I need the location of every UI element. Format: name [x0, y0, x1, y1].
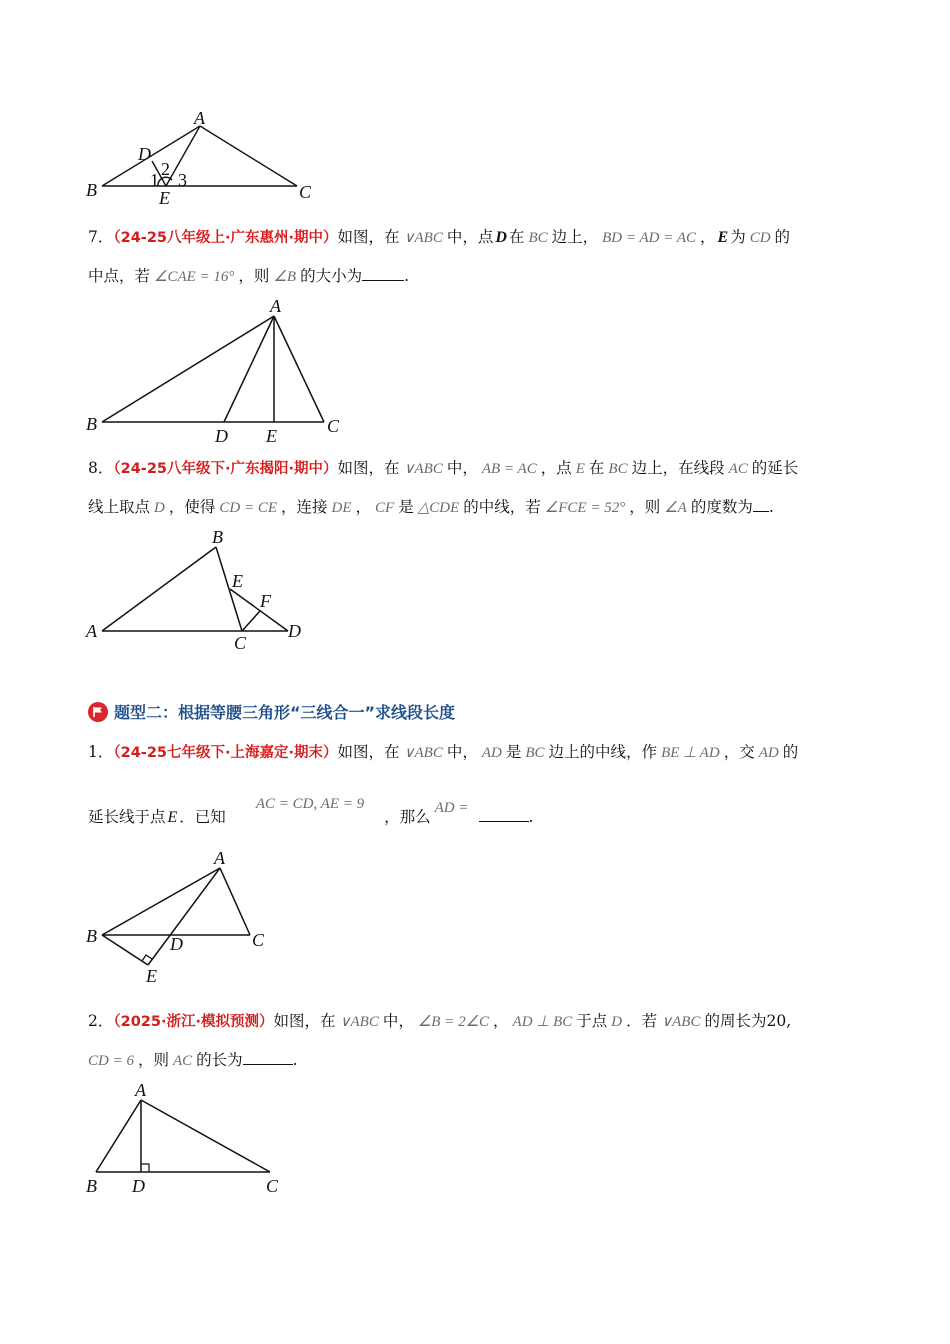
text: 的 — [782, 743, 799, 761]
text: ．若 — [626, 1012, 658, 1030]
label-c: C — [327, 416, 340, 436]
label-b: B — [86, 414, 97, 434]
answer-blank[interactable] — [479, 807, 529, 822]
math: AB = AC — [481, 461, 537, 477]
answer-blank[interactable] — [243, 1050, 293, 1065]
label-c: C — [299, 182, 312, 202]
question-source: （24-25八年级上·广东惠州·期中） — [113, 230, 338, 246]
text: 的 — [774, 228, 791, 246]
figure-q7-svg — [80, 292, 360, 452]
text: 如图，在 — [337, 743, 400, 761]
text: 的周长为20, — [704, 1012, 792, 1030]
math: CD = CE — [219, 500, 278, 516]
segment-ac — [274, 316, 324, 422]
label-e: E — [146, 966, 157, 986]
section-question-2 — [88, 1002, 868, 1080]
text: ，则 — [137, 1051, 169, 1069]
math: E — [167, 809, 178, 826]
question-number: 8． — [88, 459, 114, 477]
label-a: A — [270, 296, 281, 316]
math: ∨ABC — [403, 745, 443, 761]
label-angle-3: 3 — [178, 170, 187, 190]
text: ， — [700, 228, 716, 246]
right-angle-mark — [141, 1164, 149, 1172]
text: 线上取点 — [88, 498, 151, 516]
segment-ab — [102, 547, 216, 631]
label-d: D — [288, 621, 301, 641]
text: 为 — [730, 228, 746, 246]
segment-ba — [96, 1100, 141, 1172]
math: CF — [375, 500, 395, 516]
math: AC = CD, AE = 9 — [255, 796, 365, 812]
math: BE ⊥ AD — [661, 745, 720, 761]
text: 延长线于点 — [88, 808, 166, 826]
math: AD ⊥ BC — [512, 1014, 573, 1030]
text: 中， — [446, 743, 478, 761]
math: CD = 6 — [88, 1053, 134, 1069]
math: E — [717, 229, 729, 246]
math: CD — [749, 230, 771, 246]
text: 是 — [505, 743, 522, 761]
label-b: B — [86, 180, 97, 200]
figure-section-q1 — [80, 846, 280, 986]
text: ，使得 — [168, 498, 216, 516]
question-number: 2． — [88, 1012, 114, 1030]
label-angle-1: 1 — [150, 170, 159, 190]
label-d: D — [215, 426, 228, 446]
math: BC — [608, 461, 628, 477]
math: ∠CAE = 16° — [154, 269, 235, 285]
question-number: 1． — [88, 743, 114, 761]
question-source: （24-25八年级下·广东揭阳·期中） — [113, 461, 338, 477]
figure-section-q2 — [80, 1078, 310, 1198]
text: 的度数为 — [690, 498, 753, 516]
segment-ae — [148, 868, 220, 965]
text: 是 — [398, 498, 414, 516]
segment-ba — [102, 868, 220, 935]
math: BC — [528, 230, 548, 246]
figure-triangle-angles-123 — [80, 110, 340, 210]
math: ∠B — [273, 269, 297, 285]
text: ．已知 — [179, 808, 226, 826]
text: 在 — [508, 228, 525, 246]
text: 边上， — [551, 228, 599, 246]
segment-cf — [242, 611, 260, 631]
text: 中， — [446, 459, 478, 477]
right-angle-mark — [142, 955, 152, 961]
label-d: D — [132, 1176, 145, 1196]
section-question-1-line-2 — [88, 798, 868, 837]
segment-ac — [220, 868, 250, 935]
label-f: F — [260, 591, 271, 611]
question-source: （2025·浙江·模拟预测） — [113, 1014, 274, 1030]
text: 边上，在线段 — [631, 459, 725, 477]
section-title: 题型二：根据等腰三角形“三线合一”求线段长度 — [114, 703, 456, 722]
text: 中， — [382, 1012, 414, 1030]
math: AD — [758, 745, 779, 761]
question-7 — [88, 218, 868, 296]
label-c: C — [266, 1176, 279, 1196]
math: BC — [525, 745, 545, 761]
text: 边上的中线，作 — [548, 743, 658, 761]
question-8 — [88, 449, 868, 527]
text: 中，点 — [446, 228, 494, 246]
figure-q8-svg — [80, 525, 320, 655]
label-d: D — [170, 934, 183, 954]
label-b: B — [86, 926, 97, 946]
text: . — [528, 808, 534, 826]
math: ∠A — [664, 500, 687, 516]
label-d: D — [138, 144, 151, 164]
figure-q8 — [80, 525, 320, 655]
text: 的延长 — [751, 459, 799, 477]
math: D — [611, 1014, 623, 1030]
math: D — [154, 500, 165, 516]
label-a: A — [214, 848, 225, 868]
text: 于点 — [576, 1012, 608, 1030]
text: 如图，在 — [337, 228, 400, 246]
math: AC — [172, 1053, 193, 1069]
text: ， — [493, 1012, 509, 1030]
text: ， — [355, 498, 372, 516]
text: 的长为 — [196, 1051, 243, 1069]
segment-ed — [230, 589, 288, 631]
question-source: （24-25七年级下·上海嘉定·期末） — [113, 745, 338, 761]
label-a: A — [194, 108, 205, 128]
flag-icon — [88, 702, 108, 722]
section-header — [88, 700, 455, 723]
text: 的大小为 — [300, 267, 363, 285]
math: ∨ABC — [661, 1014, 701, 1030]
label-a: A — [135, 1080, 146, 1100]
math: AD — [481, 745, 502, 761]
segment-ac — [200, 126, 297, 186]
text: . — [768, 498, 774, 516]
segment-ac — [141, 1100, 270, 1172]
label-c: C — [234, 633, 247, 653]
answer-blank[interactable] — [362, 266, 404, 281]
text: ，点 — [540, 459, 572, 477]
math: ∨ABC — [403, 230, 443, 246]
label-e: E — [232, 571, 243, 591]
math: ∨ABC — [339, 1014, 379, 1030]
label-angle-2: 2 — [161, 159, 170, 179]
label-e: E — [266, 426, 277, 446]
question-number: 7． — [88, 228, 114, 246]
math: E — [575, 461, 585, 477]
label-b: B — [212, 527, 223, 547]
label-a: A — [86, 621, 97, 641]
segment-be — [102, 935, 148, 965]
text: 如图，在 — [337, 459, 400, 477]
figure-q7 — [80, 292, 360, 452]
text: 中点，若 — [88, 267, 151, 285]
text: ，则 — [629, 498, 661, 516]
label-c: C — [252, 930, 265, 950]
text: . — [292, 1051, 298, 1069]
math: ∠B = 2∠C — [417, 1014, 490, 1030]
math: D — [495, 229, 507, 246]
text: 如图，在 — [273, 1012, 336, 1030]
math: ∨ABC — [403, 461, 443, 477]
math: DE — [331, 500, 352, 516]
answer-blank[interactable] — [753, 497, 769, 512]
figure-top-svg — [80, 110, 340, 210]
figure-section-q2-svg — [80, 1078, 310, 1198]
section-question-1 — [88, 732, 868, 773]
text: ，连接 — [281, 498, 328, 516]
text: 的中线，若 — [463, 498, 541, 516]
label-b: B — [86, 1176, 97, 1196]
math: AD = — [434, 800, 469, 816]
text: ，交 — [723, 743, 755, 761]
text: ，那么 — [384, 808, 431, 826]
figure-section-q1-svg — [80, 846, 280, 986]
math: BD = AD = AC — [602, 230, 696, 246]
text: 在 — [588, 459, 605, 477]
text: . — [404, 267, 410, 285]
math: ∠FCE = 52° — [544, 500, 626, 516]
math: AC — [728, 461, 748, 477]
math: △CDE — [417, 500, 460, 516]
label-e: E — [159, 188, 170, 208]
text: ，则 — [238, 267, 270, 285]
